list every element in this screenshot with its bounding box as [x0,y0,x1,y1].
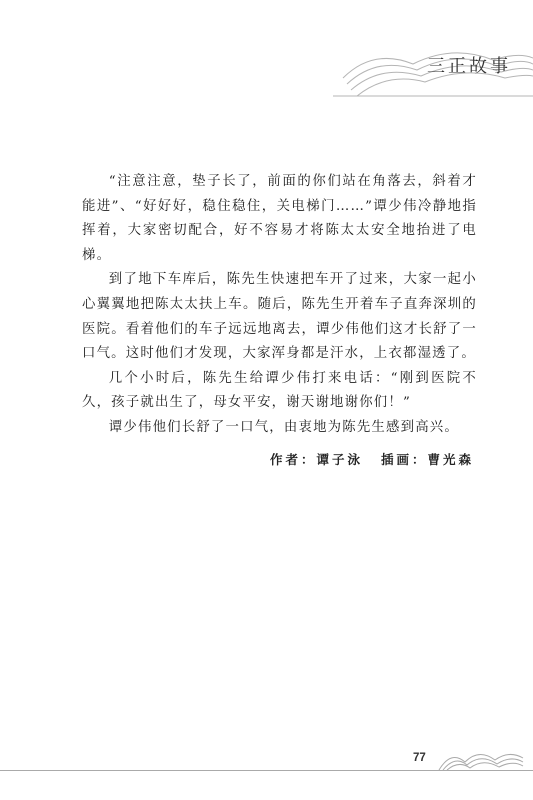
credits [82,450,474,468]
wave-icon [437,746,525,772]
section-title: 三正故事 [427,56,511,77]
story-paragraph: “注意注意，垫子长了，前面的你们站在角落去，斜着才能进”、“好好好，稳住稳住，关电梯门……”谭少伟冷静地指挥着，大家密切配合，好不容易才将陈太太安全地抬进了电梯。 [82,174,477,263]
story-paragraph: 到了地下车库后，陈先生快速把车开了过来，大家一起小心翼翼地把陈太太扶上车。随后，陈先生开着车子直奔深圳的医院。看着他们的车子远远地离去，谭少伟他们这才长舒了一口气。这时他们才发现，大家浑身都是汗水，上衣都湿透了。 [82,272,477,362]
author-credit: 作者：谭子泳 [269,452,363,467]
illustrator-credit: 插画：曹光森 [380,452,474,467]
story-body [82,170,477,441]
page-number: 77 [413,752,426,764]
story-paragraph: 谭少伟他们长舒了一口气，由衷地为陈先生感到高兴。 [108,419,459,435]
story-paragraph: 几个小时后，陈先生给谭少伟打来电话：“刚到医院不久，孩子就出生了，母女平安，谢天谢地谢你们！” [82,370,477,411]
